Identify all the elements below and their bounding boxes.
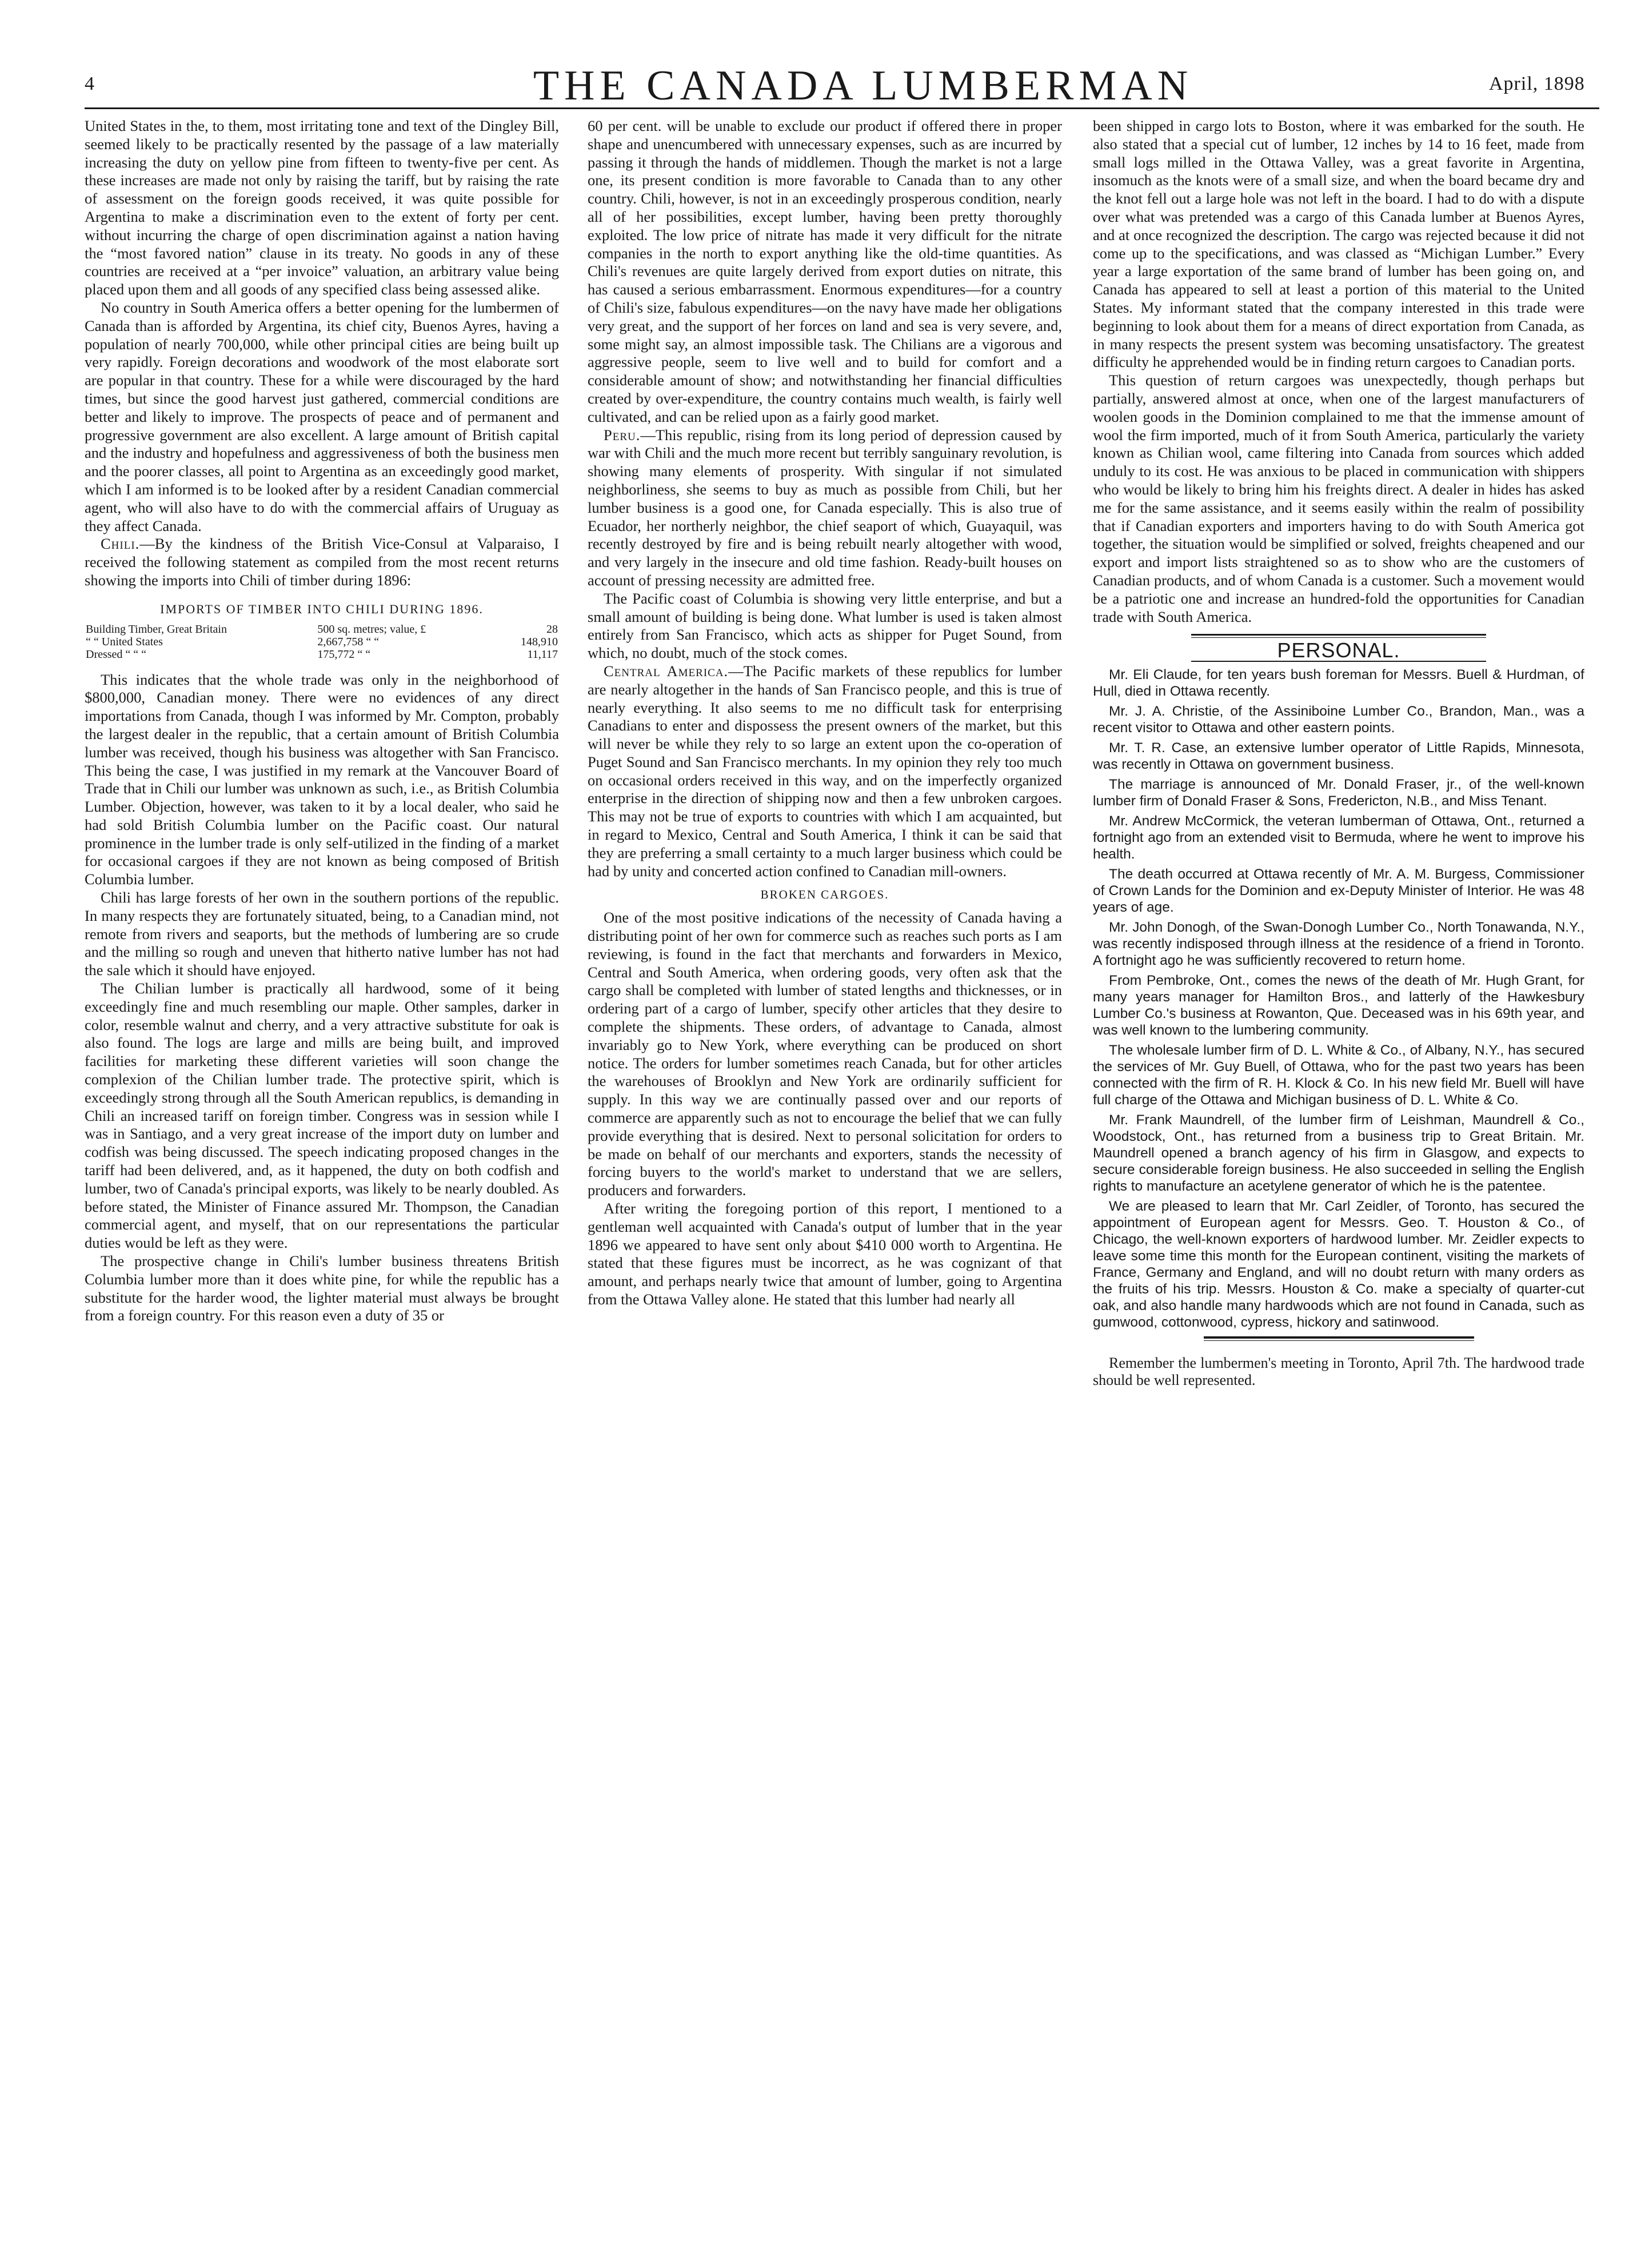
paragraph: The prospective change in Chili's lumber business threatens British Columbia lumber more than it does white pine, for while the republic has a substitute for the harder wood, the lighter material must always be brought from a foreign country. For this reason even a duty of 35 or <box>85 1252 559 1324</box>
table-title: IMPORTS OF TIMBER INTO CHILI DURING 1896. <box>160 601 484 616</box>
paragraph: 60 per cent. will be unable to exclude our product if offered there in proper shape and unencumbered with unnecessary expenses, such as are incurred by passing it through the hands of middlemen. Though the market is not a large one, its present condition is more favorable to Canada than to any other country. Chili, however, is not in an exceedingly prosperous condition, nearly all of her possibilities, except lumber, having been pretty thoroughly exploited. The low price of nitrate has made it very difficult for the nitrate companies in the north to export anything like the old-time quantities. As Chili's revenues are quite largely derived from export duties on nitrate, this has caused a serious embarrassment. Enormous expenditures—for a country of Chili's size, fabulous expenditures—on the navy have made her obligations very great, and the support of her forces on land and sea is very severe, and, some might say, an almost impossible task. The Chilians are a vigorous and aggressive people, seem to live well and to build for comfort and a considerable amount of show; and notwithstanding her financial difficulties created by over-expenditure, the country contains much wealth, is fairly well cultivated, and can be relied upon as a fairly good market. <box>588 117 1062 425</box>
header-rule <box>85 107 1599 109</box>
imports-table <box>85 623 559 661</box>
personal-item: Mr. Frank Maundrell, of the lumber firm of Leishman, Maundrell & Co., Woodstock, Ont., has returned from a business trip to Great Britain. Mr. Maundrell opened a branch agency of his firm in Glasgow, and expects to secure considerable foreign business. He also succeeded in selling the English rights to manufacture an acetylene generator of which he is the patentee. <box>1093 1112 1584 1195</box>
column-3 <box>1093 117 1584 1389</box>
section-lead-peru: Peru. <box>604 426 641 444</box>
personal-item: The death occurred at Ottawa recently of Mr. A. M. Burgess, Commissioner of Crown Lands for the Dominion and ex-Deputy Minister of Interior. He was 48 years of age. <box>1093 867 1584 916</box>
personal-item: Mr. Andrew McCormick, the veteran lumberman of Ottawa, Ont., returned a fortnight ago from an extended visit to Bermuda, where he went to improve his health. <box>1093 813 1584 863</box>
section-divider <box>1191 634 1486 638</box>
paragraph-peru <box>588 426 1062 590</box>
table-cell: “ “ United States <box>86 635 163 648</box>
paragraph: After writing the foregoing portion of this report, I mentioned to a gentleman well acquainted with Canada's output of lumber that in the year 1896 we appeared to have sent only about $410 000 worth to Argentina. He stated that these figures must be incorrect, as he was cognizant of that amount, and perhaps nearly twice that amount of lumber, going to Argentina from the Ottawa Valley alone. He stated that this lumber had nearly all <box>588 1200 1062 1308</box>
personal-item: The wholesale lumber firm of D. L. White & Co., of Albany, N.Y., has secured the services of Mr. Guy Buell, of Ottawa, who for the past two years has been connected with the firm of R. H. Klock & Co. In his new field Mr. Buell will have full charge of the Ottawa and Michigan business of D. L. White & Co. <box>1093 1043 1584 1108</box>
personal-item: Mr. T. R. Case, an extensive lumber operator of Little Rapids, Minnesota, was recently in Ottawa on government business. <box>1093 740 1584 773</box>
table-cell: 500 sq. metres; value, £ <box>317 622 426 636</box>
paragraph: The Pacific coast of Columbia is showing very little enterprise, and but a small amount of building is being done. What lumber is used is taken almost entirely from San Francisco, which acts as shipper for Puget Sound, from which, no doubt, much of the stock comes. <box>588 589 1062 662</box>
personal-notes <box>1093 666 1584 1331</box>
personal-heading: PERSONAL. <box>1191 641 1486 662</box>
paragraph: No country in South America offers a better opening for the lumbermen of Canada than is afforded by Argentina, its chief city, Buenos Ayres, having a population of nearly 700,000, while other principal cities are being built up very rapidly. Foreign decorations and woodwork of the most elaborate sort are popular in that country. These for a while were discouraged by the hard times, but since the good harvest just gathered, commercial conditions are better and likely to improve. The prospects of peace and of permanent and progressive government are also excellent. A large amount of British capital and the industry and hopefulness and aggressiveness of both the business men and the poorer classes, all point to Argentina as an exceedingly good market, which I am informed is to be looked after by a resident Canadian commercial agent, who will also have to do with the commercial affairs of Uruguay as they affect Canada. <box>85 298 559 534</box>
section-lead-central-america: Central America. <box>604 662 729 680</box>
end-divider <box>1204 1336 1474 1341</box>
paragraph: Chili has large forests of her own in the southern portions of the republic. In many respects they are fortunately situated, being, to a Canadian mind, not remote from rivers and seaports, but the methods of lumbering are so crude and the milling so rough and uneven that hitherto native lumber has not had the sale which it should have enjoyed. <box>85 889 559 979</box>
subheading-broken-cargoes: BROKEN CARGOES. <box>760 888 889 902</box>
paragraph: This question of return cargoes was unexpectedly, though perhaps but partially, answered almost at once, when one of the largest manufacturers of woolen goods in the Dominion complained to me that the immense amount of wool the firm imported, much of it from South America, particularly the variety known as Chilian wool, came filtering into Canada from sources which added unduly to its cost. He was anxious to be placed in communication with shippers who would be likely to bring him his freights direct. A dealer in hides has asked me for the same assistance, and it seems easily within the realm of possibility that if Canadian exporters and importers having to do with South America got together, the situation would be simplified or solved, freights cheapened and our export and import lists straightened so as to show who are the customers of Canadian products, and of whom Canada is a customer. Such a movement would be a patriotic one and increase an hundred-fold the opportunities for Canadian trade with South America. <box>1093 372 1584 625</box>
column-2 <box>588 117 1062 1309</box>
paragraph-text: —By the kindness of the British Vice-Consul at Valparaiso, I received the following statement as compiled from the most recent returns showing the imports into Chili of timber during 1896: <box>85 535 559 589</box>
personal-item: Mr. John Donogh, of the Swan-Donogh Lumber Co., North Tonawanda, N.Y., was recently indisposed through illness at the residence of a friend in Toronto. A fortnight ago he was sufficiently recovered to return home. <box>1093 920 1584 969</box>
paragraph-text: —This republic, rising from its long period of depression caused by war with Chili and the much more recent but terribly sanguinary revolution, is showing many elements of prosperity. With singular if not simulated neighborliness, she seems to buy as much as possible from Chili, but her lumber business is a good one, for Canada especially. This is also true of Ecuador, her northerly neighbor, the chief seaport of which, Guayaquil, was recently destroyed by fire and is being rebuilt nearly altogether with wood, and very largely in the insecure and old time fashion. Ready-built houses on account of pressing necessity are admitted free. <box>588 426 1062 589</box>
paragraph-central-america <box>588 662 1062 881</box>
table-cell: Dressed “ “ “ <box>86 648 147 661</box>
paragraph: The Chilian lumber is practically all hardwood, some of it being exceedingly fine and much resembling our maple. Other samples, darker in color, resemble walnut and cherry, and a very attractive substitute for oak is also found. The logs are large and mills are being built, and improved facilities for marketing these different varieties will soon change the complexion of the Chilian lumber trade. The protective spirit, which is exceedingly strong through all the South American republics, is demanding in Chili an increased tariff on foreign timber. Congress was in session while I was in Santiago, and a very great increase of the import duty on lumber and codfish was being discussed. The speech indicating proposed changes in the tariff had been delivered, and, as it happened, the duty on both codfish and lumber, two of Canada's principal exports, was likely to be nearly doubled. As before stated, the Minister of Finance assured Mr. Thompson, the Canadian commercial agent, and myself, that on our representations the particular duties would be left as they were. <box>85 980 559 1252</box>
masthead-title: THE CANADA LUMBERMAN <box>533 62 1193 109</box>
paragraph: been shipped in cargo lots to Boston, where it was embarked for the south. He also stated that a special cut of lumber, 12 inches by 14 to 16 feet, made from small logs milled in the Ottawa Valley, was a great favorite in Argentina, insomuch as the knots were of a small size, and when the board became dry and the knot fell out a large hole was not left in the board. I had to do with a dispute over what was pretended was a cargo of this Canada lumber at Buenos Ayres, and at once recognized the description. The cargo was rejected because it did not come up to the specifications, and was classed as “Michigan Lumber.” Every year a large exportation of the same brand of lumber has been going on, and Canada has appeared to sell at least a portion of this material to the United States. My informant stated that the company interested in this trade were beginning to look about them for a means of direct exportation from Canada, as in many respects the present system was becoming unsatisfactory. The greatest difficulty he apprehended would be in finding return cargoes to Canadian ports. <box>1093 117 1584 371</box>
issue-date: April, 1898 <box>1489 73 1585 94</box>
table-row <box>85 636 559 648</box>
personal-item: The marriage is announced of Mr. Donald Fraser, jr., of the well-known lumber firm of Donald Fraser & Sons, Fredericton, N.B., and Miss Tenant. <box>1093 777 1584 809</box>
table-cell: 28 <box>546 622 558 636</box>
personal-item: From Pembroke, Ont., comes the news of the death of Mr. Hugh Grant, for many years manager for Hamilton Bros., and latterly of the Hawkesbury Lumber Co.'s business at Rowanton, Que. Deceased was in his 69th year, and was well known to the lumbering community. <box>1093 973 1584 1039</box>
paragraph: This indicates that the whole trade was only in the neighborhood of $800,000, Canadian money. There were no evidences of any direct importations from Canada, though I was informed by Mr. Compton, probably the largest dealer in the republic, that a certain amount of British Columbia lumber was received, though his business was altogether with San Francisco. This being the case, I was justified in my remark at the Vancouver Board of Trade that in Chili our lumber was unknown as such, i.e., as British Columbia Lumber. Objection, however, was taken to it by a local dealer, who said he had sold British Columbia lumber on the Pacific coast. Our natural prominence in the lumber trade is only self-utilized in the finding of a market for occasional cargoes if they are not known as being composed of British Columbia lumber. <box>85 670 559 888</box>
table-cell: 148,910 <box>521 635 558 648</box>
page-number: 4 <box>85 73 94 94</box>
personal-item: We are pleased to learn that Mr. Carl Zeidler, of Toronto, has secured the appointment of European agent for Messrs. Geo. T. Houston & Co., of Chicago, the well-known exporters of hardwood lumber. Mr. Zeidler expects to leave some time this month for the European continent, visiting the markets of France, Germany and England, and will no doubt return with many orders as the fruits of his trip. Messrs. Houston & Co. make a specialty of quarter-cut oak, and also handle many hardwoods which are not found in Canada, such as gumwood, cottonwood, cypress, hickory and satinwood. <box>1093 1199 1584 1331</box>
personal-item: Mr. Eli Claude, for ten years bush foreman for Messrs. Buell & Hurdman, of Hull, died in Ottawa recently. <box>1093 667 1584 700</box>
table-cell: 11,117 <box>527 648 558 661</box>
personal-item: Mr. J. A. Christie, of the Assiniboine Lumber Co., Brandon, Man., was a recent visitor to Ottawa and other eastern points. <box>1093 704 1584 736</box>
paragraph: One of the most positive indications of the necessity of Canada having a distributing point of her own for commerce such as reaches such ports as I am reviewing, is found in the fact that merchants and forwarders in Mexico, Central and South America, when ordering goods, very often ask that the cargo shall be completed with lumber of stated lengths and thicknesses, or in ordering part of a cargo of lumber, specify other articles that they desire to complete the shipments. These orders, of advantage to Canada, almost invariably go to New York, where everything can be produced on short notice. The orders for lumber sometimes reach Canada, but for other articles the warehouses of Brooklyn and New York are ordinarily sufficient for supply. In this way we are continually passed over and our reports of commerce are apparently such as not to encourage the belief that we can fully provide everything that is desired. Next to personal solicitation for orders to be made on behalf of our merchants and exporters, stands the necessity of forcing buyers to the world's market to understand that we are sellers, producers and forwarders. <box>588 909 1062 1199</box>
paragraph: United States in the, to them, most irritating tone and text of the Dingley Bill, seemed likely to be practically resented by the passage of a law materially increasing the duty on yellow pine from fifteen to twenty-five per cent. As these increases are made not only by raising the tariff, but by raising the rate of assessment on the foreign goods received, it was quite possible for Argentina to make a discrimination even to the extent of forty per cent. without incurring the charge of open discrimination against a nation having the “most favored nation” clause in its treaty. No goods in any of these countries are received at a “per invoice” valuation, an arbitrary value being placed upon them and all goods of any specified class being assessed alike. <box>85 117 559 298</box>
table-row <box>85 623 559 636</box>
column-1 <box>85 117 559 1325</box>
table-cell: 175,772 “ “ <box>317 648 371 661</box>
section-lead-chili: Chili. <box>101 535 140 553</box>
paragraph-text: —The Pacific markets of these republics for lumber are nearly altogether in the hands of San Francisco people, and this is true of nearly everything. It also seems to me no difficult task for enterprising Canadians to enter and dispossess the present owners of the market, but this will never be while they rely to so large an extent upon the co-operation of Puget Sound and San Francisco merchants. In my opinion they rely too much on occasional orders received in this way, and on the imperfectly organized enterprise in the direction of shipping now and then a few unbroken cargoes. This may not be true of exports to countries with which I am acquainted, but in regard to Mexico, Central and South America, I think it can be said that they are preferring a small certainty to a much larger business which could be had by unity and concerted action confined to Canadian mill-owners. <box>588 662 1062 880</box>
paragraph-chili <box>85 535 559 589</box>
table-cell: 2,667,758 “ “ <box>317 635 380 648</box>
table-row <box>85 648 559 661</box>
meeting-reminder: Remember the lumbermen's meeting in Toronto, April 7th. The hardwood trade should be well represented. <box>1093 1355 1584 1389</box>
table-cell: Building Timber, Great Britain <box>86 622 227 636</box>
